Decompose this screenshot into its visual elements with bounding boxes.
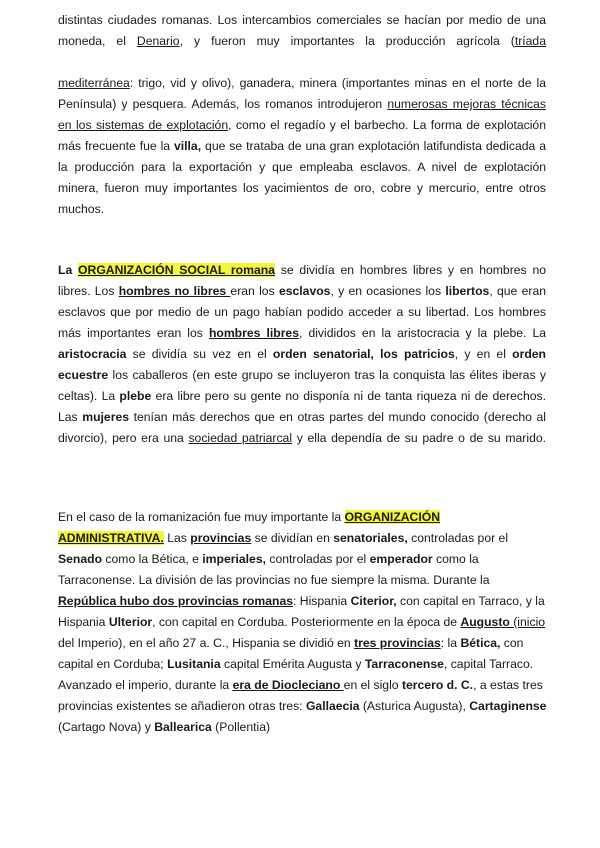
bold-term: Tarraconense xyxy=(364,657,444,671)
bold-term: villa, xyxy=(174,139,202,153)
text-line xyxy=(58,717,546,738)
bold-term: libertos xyxy=(445,284,490,298)
text-segment: muchos. xyxy=(58,202,105,216)
text-segment: distintas ciudades romanas. Los intercambios comerciales se hacían por medio de una xyxy=(58,13,546,27)
text-segment: en el siglo xyxy=(343,678,402,692)
underlined-term: Denario xyxy=(136,34,180,48)
bold-term: imperiales, xyxy=(202,552,266,566)
text-segment: , con capital en Corduba. Posteriormente en la época de xyxy=(152,615,461,629)
text-line xyxy=(58,633,546,654)
text-line xyxy=(58,73,546,94)
paragraph-economy xyxy=(58,10,546,220)
text-segment: eran los xyxy=(230,284,279,298)
text-segment: , que eran xyxy=(489,284,547,298)
bold-term: Citerior, xyxy=(350,594,397,608)
bold-term: Lusitania xyxy=(167,657,221,671)
text-segment: En el caso de la romanización fue muy importante la xyxy=(58,510,345,524)
text-segment: que se trataba de una gran explotación latifundista dedicada a xyxy=(201,139,547,153)
bold-term: esclavos xyxy=(278,284,331,298)
text-line xyxy=(58,428,546,449)
bold-term: Senado xyxy=(58,552,103,566)
text-segment: Tarraconense. La división de las provincias no fue siempre la misma. Durante la xyxy=(58,573,490,587)
text-line xyxy=(58,528,546,549)
text-segment: Las xyxy=(163,531,191,545)
text-segment: (Cartago Nova) y xyxy=(58,720,155,734)
text-segment: capital Emérita Augusta y xyxy=(220,657,365,671)
text-segment: se dividían en xyxy=(251,531,334,545)
bold-term: tercero d. C. xyxy=(401,678,474,692)
text-segment: los caballeros (en este grupo se incluyeron tras la conquista las élites iberas y xyxy=(108,368,546,382)
text-line xyxy=(58,136,546,157)
text-line xyxy=(58,654,546,675)
underlined-term: hombres no libres xyxy=(118,284,231,298)
text-segment: como la xyxy=(432,552,479,566)
text-segment: Península) y pesquera. Además, los romanos introdujeron xyxy=(58,97,388,111)
bold-term: Bética, xyxy=(460,636,501,650)
bold-term: aristocracia xyxy=(58,347,127,361)
text-segment: , como el regadío y el barbecho. La forma de explotación xyxy=(228,118,546,132)
bold-term: mujeres xyxy=(82,410,129,424)
text-line xyxy=(58,31,546,52)
underlined-term: mediterránea xyxy=(58,76,130,90)
text-line xyxy=(58,675,546,696)
underlined-term: sociedad patriarcal xyxy=(188,431,293,445)
text-segment: moneda, el xyxy=(58,34,137,48)
text-line xyxy=(58,260,546,281)
text-segment: esclavos que por medio de un pago habían podido acceder a su libertad. Los hombres xyxy=(58,305,546,319)
underlined-term: República hubo dos provincias romanas xyxy=(58,594,293,608)
text-line xyxy=(58,365,546,386)
text-segment: divorcio), pero era una xyxy=(58,431,189,445)
bold-term: emperador xyxy=(369,552,433,566)
underlined-term: Augusto xyxy=(460,615,514,629)
text-line xyxy=(58,281,546,302)
bold-term: Cartaginense xyxy=(469,699,547,713)
text-line xyxy=(58,549,546,570)
text-segment: provincias existentes se añadieron otras tres: xyxy=(58,699,306,713)
text-segment: controladas por el xyxy=(265,552,370,566)
text-segment: controladas por el xyxy=(407,531,509,545)
text-line xyxy=(58,344,546,365)
text-segment: Las xyxy=(58,410,83,424)
text-segment: con capital en Tarraco, y la xyxy=(396,594,545,608)
underlined-term: tríada xyxy=(514,34,546,48)
text-segment: minera, fueron muy importantes los yacimientos de oro, cobre y mercurio, entre otros xyxy=(58,181,546,195)
underlined-term: numerosas mejoras técnicas xyxy=(387,97,546,111)
text-line xyxy=(58,115,546,136)
text-segment: , y en el xyxy=(454,347,513,361)
text-segment: , y fueron muy importantes la producción agrícola ( xyxy=(179,34,515,48)
text-segment: : la xyxy=(440,636,461,650)
bold-term: La xyxy=(58,263,79,277)
text-line xyxy=(58,591,546,612)
underlined-term: provincias xyxy=(190,531,252,545)
text-line xyxy=(58,407,546,428)
text-segment: del Imperio), en el año 27 a. C., Hispania se dividió en xyxy=(58,636,355,650)
underlined-term: ORGANIZACIÓN xyxy=(344,510,441,524)
text-line xyxy=(58,157,546,178)
bold-term: Gallaecia xyxy=(305,699,360,713)
text-segment: se dividía su vez en el xyxy=(126,347,273,361)
text-segment: se dividía en hombres libres y en hombres no xyxy=(274,263,546,277)
text-line xyxy=(58,178,546,199)
text-line xyxy=(58,570,546,591)
text-line xyxy=(58,323,546,344)
text-segment: tenían más derechos que en otras partes del mundo conocido (derecho al xyxy=(129,410,546,424)
text-segment: más frecuente fue la xyxy=(58,139,174,153)
text-line xyxy=(58,199,546,220)
text-segment: Hispania xyxy=(58,615,109,629)
underlined-term: hombres libres xyxy=(208,326,299,340)
bold-term: plebe xyxy=(119,389,152,403)
text-segment: más importantes eran los xyxy=(58,326,209,340)
bold-term: Ulterior xyxy=(108,615,153,629)
text-segment: (Asturica Augusta), xyxy=(359,699,470,713)
text-segment: , a estas tres xyxy=(473,678,543,692)
bold-term: Ballearica xyxy=(154,720,212,734)
text-segment: , capital Tarraco. xyxy=(443,657,534,671)
text-line xyxy=(58,10,546,31)
text-segment: : Hispania xyxy=(293,594,351,608)
text-line xyxy=(58,94,546,115)
text-segment: , divididos en la aristocracia y la plebe. La xyxy=(299,326,547,340)
text-segment: era libre pero su gente no disponía ni de tanta riqueza ni de derechos. xyxy=(151,389,546,403)
text-line xyxy=(58,386,546,407)
underlined-term: era de Diocleciano xyxy=(232,678,344,692)
underlined-term: en los sistemas de explotación xyxy=(58,118,229,132)
paragraph-administrative-organization xyxy=(58,507,546,738)
text-segment: celtas). La xyxy=(58,389,120,403)
bold-term: ecuestre xyxy=(58,368,109,382)
text-segment: y ella dependía de su padre o de su marido. xyxy=(292,431,547,445)
text-line xyxy=(58,612,546,633)
bold-term: senatoriales, xyxy=(333,531,408,545)
text-segment: como la Bética, e xyxy=(102,552,203,566)
bold-term: orden xyxy=(512,347,546,361)
text-segment: : trigo, vid y olivo), ganadera, minera (importantes minas en el norte de la xyxy=(129,76,546,90)
text-segment: (Pollentia) xyxy=(211,720,271,734)
underlined-term: tres provincias xyxy=(354,636,441,650)
text-line xyxy=(58,696,546,717)
text-segment: con xyxy=(500,636,524,650)
text-segment: libres. Los xyxy=(58,284,119,298)
text-segment: , y en ocasiones los xyxy=(330,284,446,298)
underlined-term: (inicio xyxy=(513,615,546,629)
underlined-term: ORGANIZACIÓN SOCIAL romana xyxy=(78,263,275,277)
text-segment: capital en Corduba; xyxy=(58,657,168,671)
text-line xyxy=(58,302,546,323)
underlined-term: ADMINISTRATIVA. xyxy=(58,531,164,545)
text-segment: la producción para la exportación y que empleaba esclavos. A nivel de explotación xyxy=(58,160,546,174)
text-line xyxy=(58,507,546,528)
bold-term: orden senatorial, los patricios xyxy=(272,347,455,361)
text-segment: Avanzado el imperio, durante la xyxy=(58,678,233,692)
paragraph-social-organization xyxy=(58,260,546,449)
